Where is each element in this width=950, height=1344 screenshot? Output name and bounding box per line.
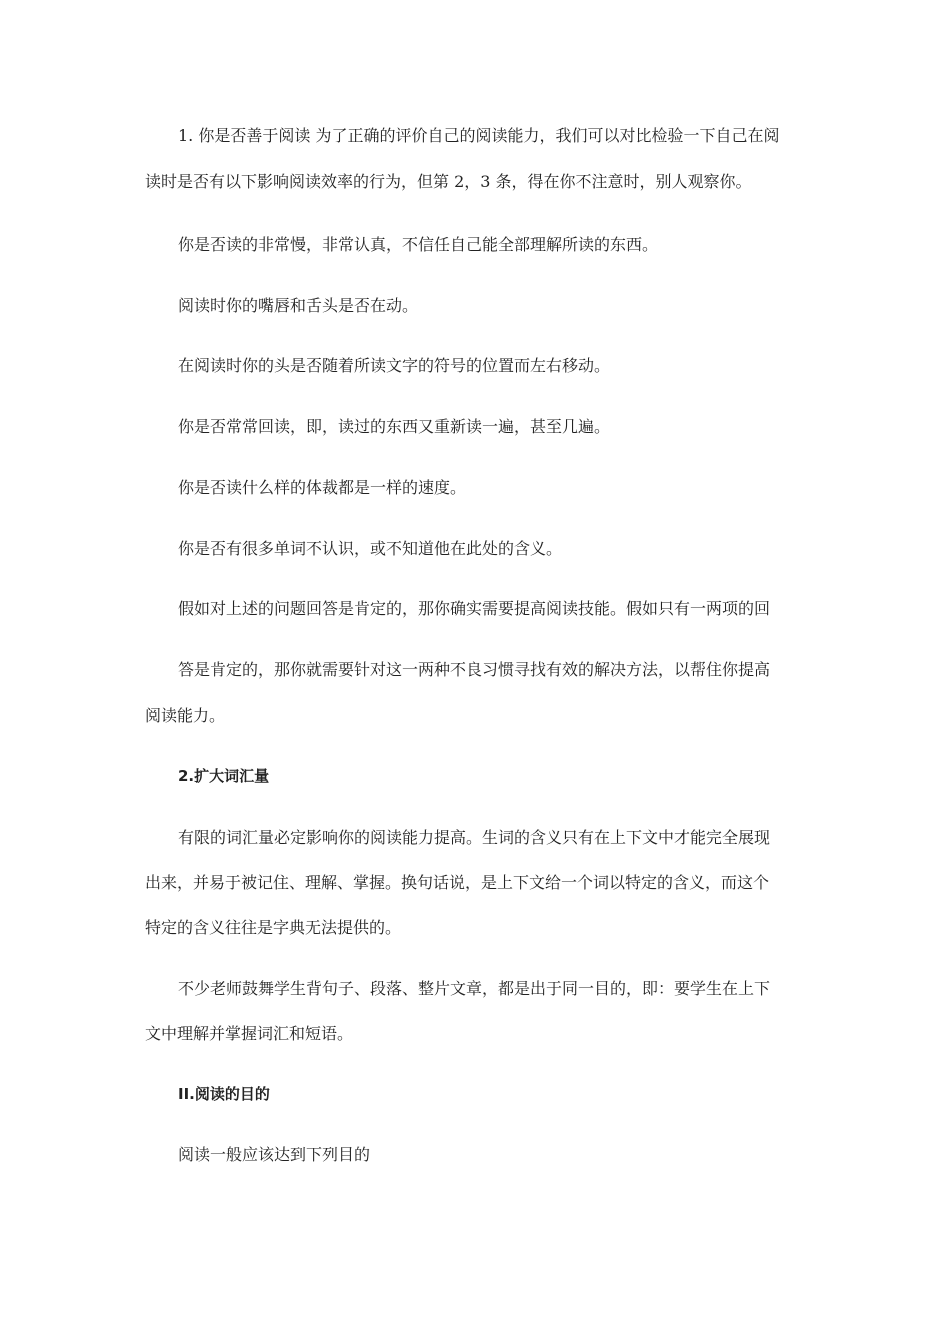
teachers-paragraph-line-1: 不少老师鼓舞学生背句子、段落、整片文章，都是出于同一目的，即：要学生在上下	[178, 979, 771, 998]
question-3: 在阅读时你的头是否随着所读文字的符号的位置而左右移动。	[178, 356, 611, 375]
paragraph-1-line-2: 读时是否有以下影响阅读效率的行为，但第 2，3 条，得在你不注意时，别人观察你。	[145, 172, 752, 191]
teachers-paragraph-line-2: 文中理解并掌握词汇和短语。	[145, 1024, 354, 1043]
vocabulary-paragraph-line-3: 特定的含义往往是字典无法提供的。	[145, 918, 402, 937]
conclusion-line-3: 阅读能力。	[145, 706, 226, 725]
question-2: 阅读时你的嘴唇和舌头是否在动。	[178, 296, 419, 315]
conclusion-line-2: 答是肯定的，那你就需要针对这一两种不良习惯寻找有效的解决方法，以帮住你提高	[178, 660, 771, 679]
vocabulary-paragraph-line-2: 出来，并易于被记住、理解、掌握。换句话说，是上下文给一个词以特定的含义，而这个	[145, 873, 770, 892]
purpose-intro: 阅读一般应该达到下列目的	[178, 1145, 371, 1164]
vocabulary-paragraph-line-1: 有限的词汇量必定影响你的阅读能力提高。生词的含义只有在上下文中才能完全展现	[178, 828, 771, 847]
question-6: 你是否有很多单词不认识，或不知道他在此处的含义。	[178, 539, 563, 558]
question-5: 你是否读什么样的体裁都是一样的速度。	[178, 478, 467, 497]
section-heading-vocabulary: 2.扩大词汇量	[178, 767, 270, 785]
conclusion-line-1: 假如对上述的问题回答是肯定的，那你确实需要提高阅读技能。假如只有一两项的回	[178, 599, 771, 618]
question-1: 你是否读的非常慢，非常认真，不信任自己能全部理解所读的东西。	[178, 235, 659, 254]
paragraph-1-line-1: 1. 你是否善于阅读 为了正确的评价自己的阅读能力，我们可以对比检验一下自己在阅	[178, 126, 780, 145]
question-4: 你是否常常回读，即，读过的东西又重新读一遍，甚至几遍。	[178, 417, 611, 436]
section-heading-purpose: II.阅读的目的	[178, 1085, 270, 1103]
